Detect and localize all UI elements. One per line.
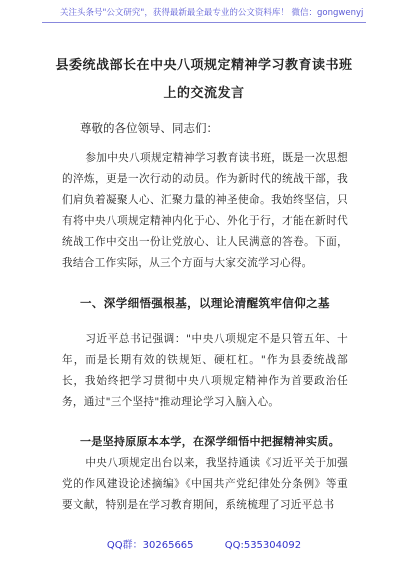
greeting: 尊敬的各位领导、同志们： — [80, 121, 218, 135]
paragraph-section-1: 习近平总书记强调："中央八项规定不是只管五年、十年，而是长期有效的铁规矩、硬杠杠。"作为县委统战部长，我始终把学习贯彻中央八项规定精神作为首要政治任务，通过"三个坚持"推动理论学习入脑入心。 — [62, 333, 348, 408]
page-header: 关注头条号"公文研究"，获得最新最全最专业的公文资料库！ 微信：gongwenyj — [60, 8, 364, 18]
page-footer — [0, 536, 408, 551]
document-title: 县委统战部长在中央八项规定精神学习教育读书班上的交流发言 — [55, 58, 353, 101]
paragraph-subsection-1: 中央八项规定出台以来，我坚持通读《习近平关于加强党的作风建设论述摘编》《中国共产党纪律处分条例》等重要文献，特别是在学习教育期间，系统梳理了习近平总书 — [62, 457, 348, 511]
paragraph-intro: 参加中央八项规定精神学习教育读书班，既是一次思想的淬炼，更是一次行动的动员。作为新时代的统战干部，我们肩负着凝聚人心、汇聚力量的神圣使命。我始终坚信，只有将中央八项规定精神内化于心、外化于行，才能在新时代统战工作中交出一份让党放心、让人民满意的答卷。下面，我结合工作实际，从三个方面与大家交流学习心得。 — [62, 152, 348, 269]
header-divider — [42, 22, 366, 23]
subheading-1: 一是坚持原原本本学，在深学细悟中把握精神实质。 — [80, 435, 340, 448]
section-heading-1: 一、深学细悟强根基，以理论清醒筑牢信仰之基 — [80, 296, 330, 310]
footer-qq-group: QQ群：30265665 — [106, 540, 194, 551]
footer-qq-contact: QQ:535304092 — [224, 540, 302, 551]
